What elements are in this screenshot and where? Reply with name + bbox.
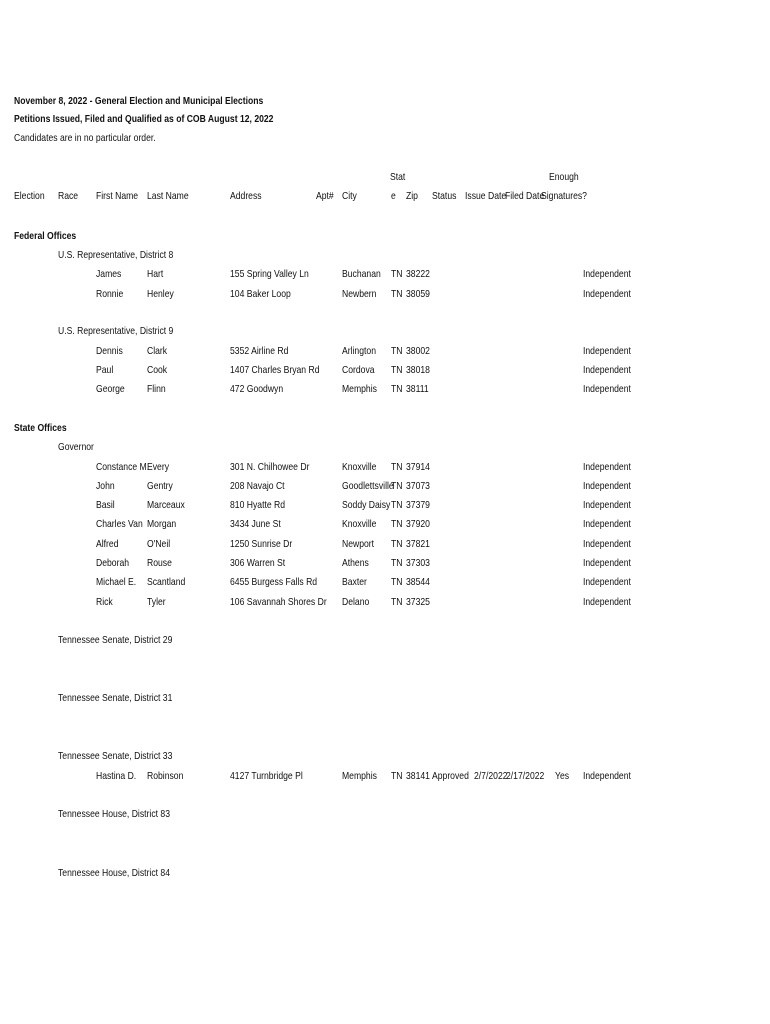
address: 208 Navajo Ct [230,480,285,492]
first-name: Michael E. [96,576,137,588]
city: Newbern [342,288,377,300]
city: Cordova [342,364,375,376]
last-name: O'Neil [147,538,171,550]
filed-date: 2/17/2022 [506,770,545,782]
last-name: Cook [147,364,168,376]
zip: 37325 [406,596,430,608]
address: 301 N. Chilhowee Dr [230,461,310,473]
party: Independent [583,538,631,550]
address: 3434 June St [230,518,281,530]
city: Baxter [342,576,367,588]
col-last-name: Last Name [147,190,189,202]
state: TN [391,557,403,569]
first-name: John [96,480,115,492]
zip: 37920 [406,518,430,530]
last-name: Rouse [147,557,172,569]
party: Independent [583,770,631,782]
state: TN [391,480,403,492]
city: Delano [342,596,370,608]
party: Independent [583,596,631,608]
col-issue-date: Issue Date [465,190,507,202]
first-name: Hastina D. [96,770,137,782]
zip: 38059 [406,288,430,300]
zip: 38111 [406,383,429,395]
address: 1250 Sunrise Dr [230,538,293,550]
first-name: Charles Van [96,518,143,530]
state: TN [391,576,403,588]
last-name: Flinn [147,383,166,395]
city: Arlington [342,345,376,357]
address: 306 Warren St [230,557,286,569]
city: Memphis [342,383,377,395]
state: TN [391,499,403,511]
zip: 37073 [406,480,430,492]
race-title: Tennessee Senate, District 31 [58,692,173,704]
first-name: George [96,383,125,395]
city: Memphis [342,770,377,782]
status: Approved [432,770,469,782]
col-apt: Apt# [316,190,334,202]
first-name: Rick [96,596,113,608]
city: Newport [342,538,375,550]
address: 5352 Airline Rd [230,345,289,357]
city: Knoxville [342,518,377,530]
document-note: Candidates are in no particular order. [14,132,156,144]
city: Knoxville [342,461,377,473]
address: 6455 Burgess Falls Rd [230,576,318,588]
state: TN [391,770,403,782]
race-title: Tennessee House, District 84 [58,867,170,879]
party: Independent [583,518,631,530]
party: Independent [583,576,631,588]
party: Independent [583,480,631,492]
col-state-top: Stat [390,171,406,183]
col-address: Address [230,190,262,202]
party: Independent [583,364,631,376]
last-name: Morgan [147,518,177,530]
first-name: Ronnie [96,288,124,300]
address: 472 Goodwyn [230,383,284,395]
city: Goodlettsville [342,480,394,492]
race-title: Tennessee House, District 83 [58,808,170,820]
first-name: Constance M. [96,461,150,473]
zip: 38002 [406,345,430,357]
state: TN [391,268,403,280]
last-name: Scantland [147,576,186,588]
address: 4127 Turnbridge Pl [230,770,303,782]
document-title: November 8, 2022 - General Election and Municipal Elections [14,95,264,107]
col-enough-top: Enough [549,171,579,183]
state: TN [391,596,403,608]
zip: 37303 [406,557,430,569]
first-name: Basil [96,499,115,511]
col-status: Status [432,190,457,202]
zip: 38018 [406,364,430,376]
state: TN [391,383,403,395]
party: Independent [583,461,631,473]
last-name: Tyler [147,596,166,608]
address: 155 Spring Valley Ln [230,268,309,280]
address: 1407 Charles Bryan Rd [230,364,320,376]
zip: 38222 [406,268,430,280]
issue-date: 2/7/2022 [474,770,508,782]
zip: 38544 [406,576,430,588]
first-name: Alfred [96,538,119,550]
zip: 38141 [406,770,430,782]
address: 106 Savannah Shores Dr [230,596,327,608]
section-title: Federal Offices [14,230,77,242]
zip: 37914 [406,461,430,473]
col-enough-bottom: Signatures? [541,190,587,202]
party: Independent [583,288,631,300]
enough-signatures: Yes [555,770,570,782]
col-race: Race [58,190,79,202]
party: Independent [583,383,631,395]
col-filed-date: Filed Date [505,190,545,202]
race-title: U.S. Representative, District 9 [58,325,174,337]
zip: 37379 [406,499,430,511]
state: TN [391,461,403,473]
party: Independent [583,499,631,511]
first-name: Paul [96,364,114,376]
section-title: State Offices [14,422,67,434]
address: 810 Hyatte Rd [230,499,286,511]
last-name: Marceaux [147,499,185,511]
last-name: Gentry [147,480,173,492]
party: Independent [583,557,631,569]
col-city: City [342,190,357,202]
city: Athens [342,557,369,569]
address: 104 Baker Loop [230,288,291,300]
col-election: Election [14,190,45,202]
last-name: Every [147,461,170,473]
last-name: Hart [147,268,164,280]
state: TN [391,288,403,300]
state: TN [391,345,403,357]
last-name: Henley [147,288,174,300]
race-title: U.S. Representative, District 8 [58,249,174,261]
city: Buchanan [342,268,381,280]
party: Independent [583,268,631,280]
last-name: Robinson [147,770,184,782]
first-name: James [96,268,122,280]
city: Soddy Daisy [342,499,391,511]
state: TN [391,538,403,550]
race-title: Tennessee Senate, District 33 [58,750,173,762]
last-name: Clark [147,345,168,357]
first-name: Dennis [96,345,123,357]
zip: 37821 [406,538,430,550]
col-zip: Zip [406,190,418,202]
race-title: Tennessee Senate, District 29 [58,634,173,646]
document-subtitle: Petitions Issued, Filed and Qualified as of COB August 12, 2022 [14,113,274,125]
state: TN [391,518,403,530]
first-name: Deborah [96,557,130,569]
col-first-name: First Name [96,190,139,202]
state: TN [391,364,403,376]
party: Independent [583,345,631,357]
col-state-bottom: e [391,190,396,202]
race-title: Governor [58,441,94,453]
